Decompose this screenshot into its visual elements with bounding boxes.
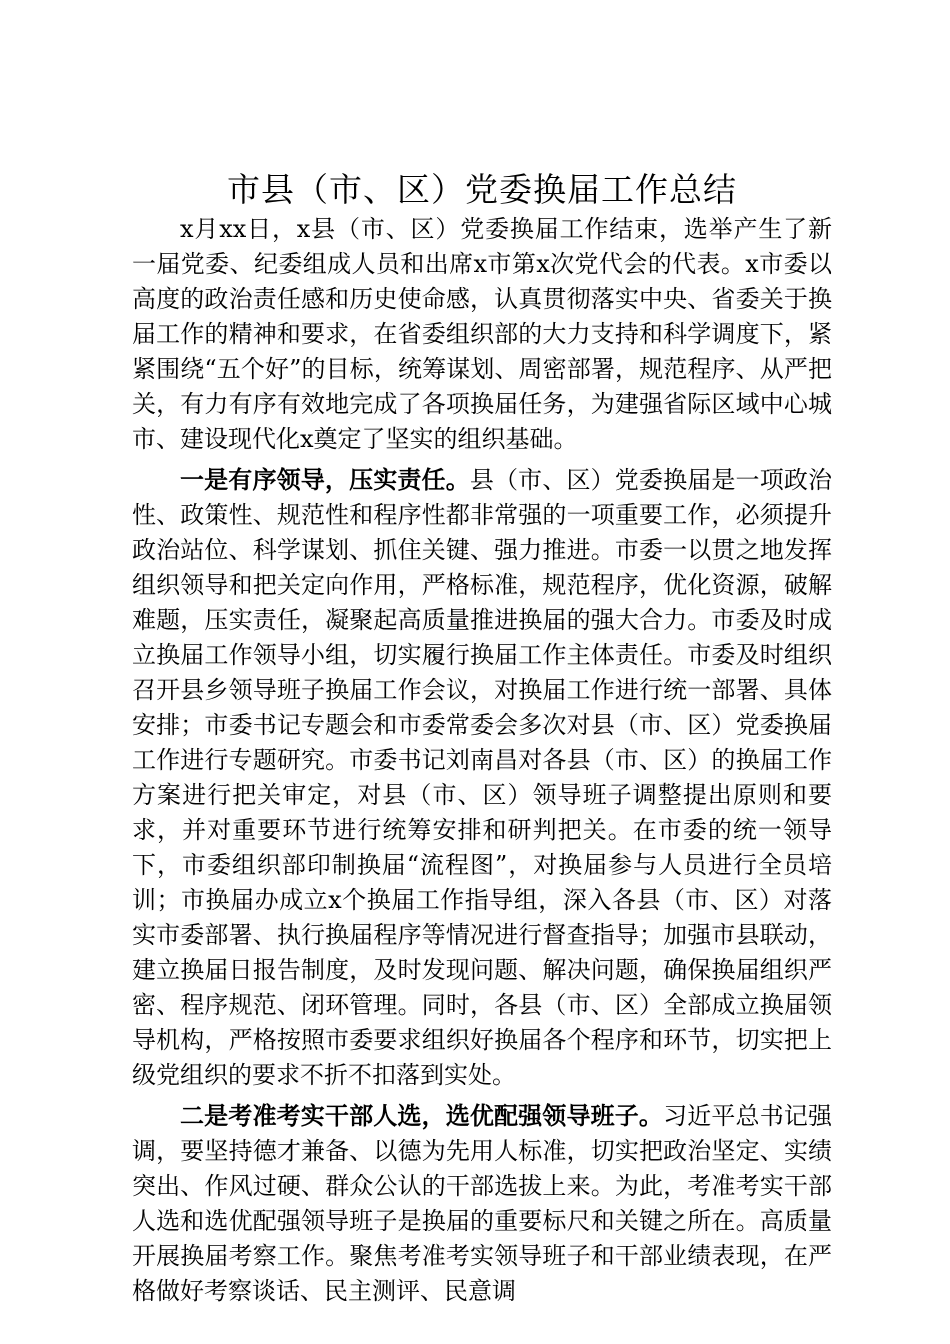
section-2-body: 习近平总书记强调，要坚持德才兼备、以德为先用人标准，切实把政治坚定、实绩突出、作风过硬、群众公认的干部选拔上来。为此，考准考实干部人选和选优配强领导班子是换届的重要标尺和关键之所在。高质量开展换届考察工作。聚焦考准考实领导班子和干部业绩表现，在严格做好考察谈话、民主测评、民意调	[132, 1102, 833, 1305]
section-1-heading: 一是有序领导，压实责任。	[180, 465, 470, 494]
section-2-heading: 二是考准考实干部人选，选优配强领导班子。	[180, 1101, 664, 1130]
section-1-paragraph	[132, 462, 832, 1093]
section-2-paragraph	[132, 1098, 832, 1309]
intro-paragraph: x月xx日，x县（市、区）党委换届工作结束，选举产生了新一届党委、纪委组成人员和出席x市第x次党代会的代表。x市委以高度的政治责任感和历史使命感，认真贯彻落实中央、省委关于换届工作的精神和要求，在省委组织部的大力支持和科学调度下，紧紧围绕“五个好”的目标，统筹谋划、周密部署，规范程序、从严把关，有力有序有效地完成了各项换届任务，为建强省际区域中心城市、建设现代化x奠定了坚实的组织基础。	[132, 215, 832, 453]
document-title: 市县（市、区）党委换届工作总结	[227, 170, 737, 209]
section-1-body: 县（市、区）党委换届是一项政治性、政策性、规范性和程序性都非常强的一项重要工作，必须提升政治站位、科学谋划、抓住关键、强力推进。市委一以贯之地发挥组织领导和把关定向作用，严格标准，规范程序，优化资源，破解难题，压实责任，凝聚起高质量推进换届的强大合力。市委及时成立换届工作领导小组，切实履行换届工作主体责任。市委及时组织召开县乡领导班子换届工作会议，对换届工作进行统一部署、具体安排；市委书记专题会和市委常委会多次对县（市、区）党委换届工作进行专题研究。市委书记刘南昌对各县（市、区）的换届工作方案进行把关审定，对县（市、区）领导班子调整提出原则和要求，并对重要环节进行统筹安排和研判把关。在市委的统一领导下，市委组织部印制换届“流程图”，对换届参与人员进行全员培训；市换届办成立x个换届工作指导组，深入各县（市、区）对落实市委部署、执行换届程序等情况进行督查指导；加强市县联动，建立换届日报告制度，及时发现问题、解决问题，确保换届组织严密、程序规范、闭环管理。同时，各县（市、区）全部成立换届领导机构，严格按照市委要求组织好换届各个程序和环节，切实把上级党组织的要求不折不扣落到实处。	[132, 466, 833, 1089]
document-page	[132, 168, 832, 1309]
